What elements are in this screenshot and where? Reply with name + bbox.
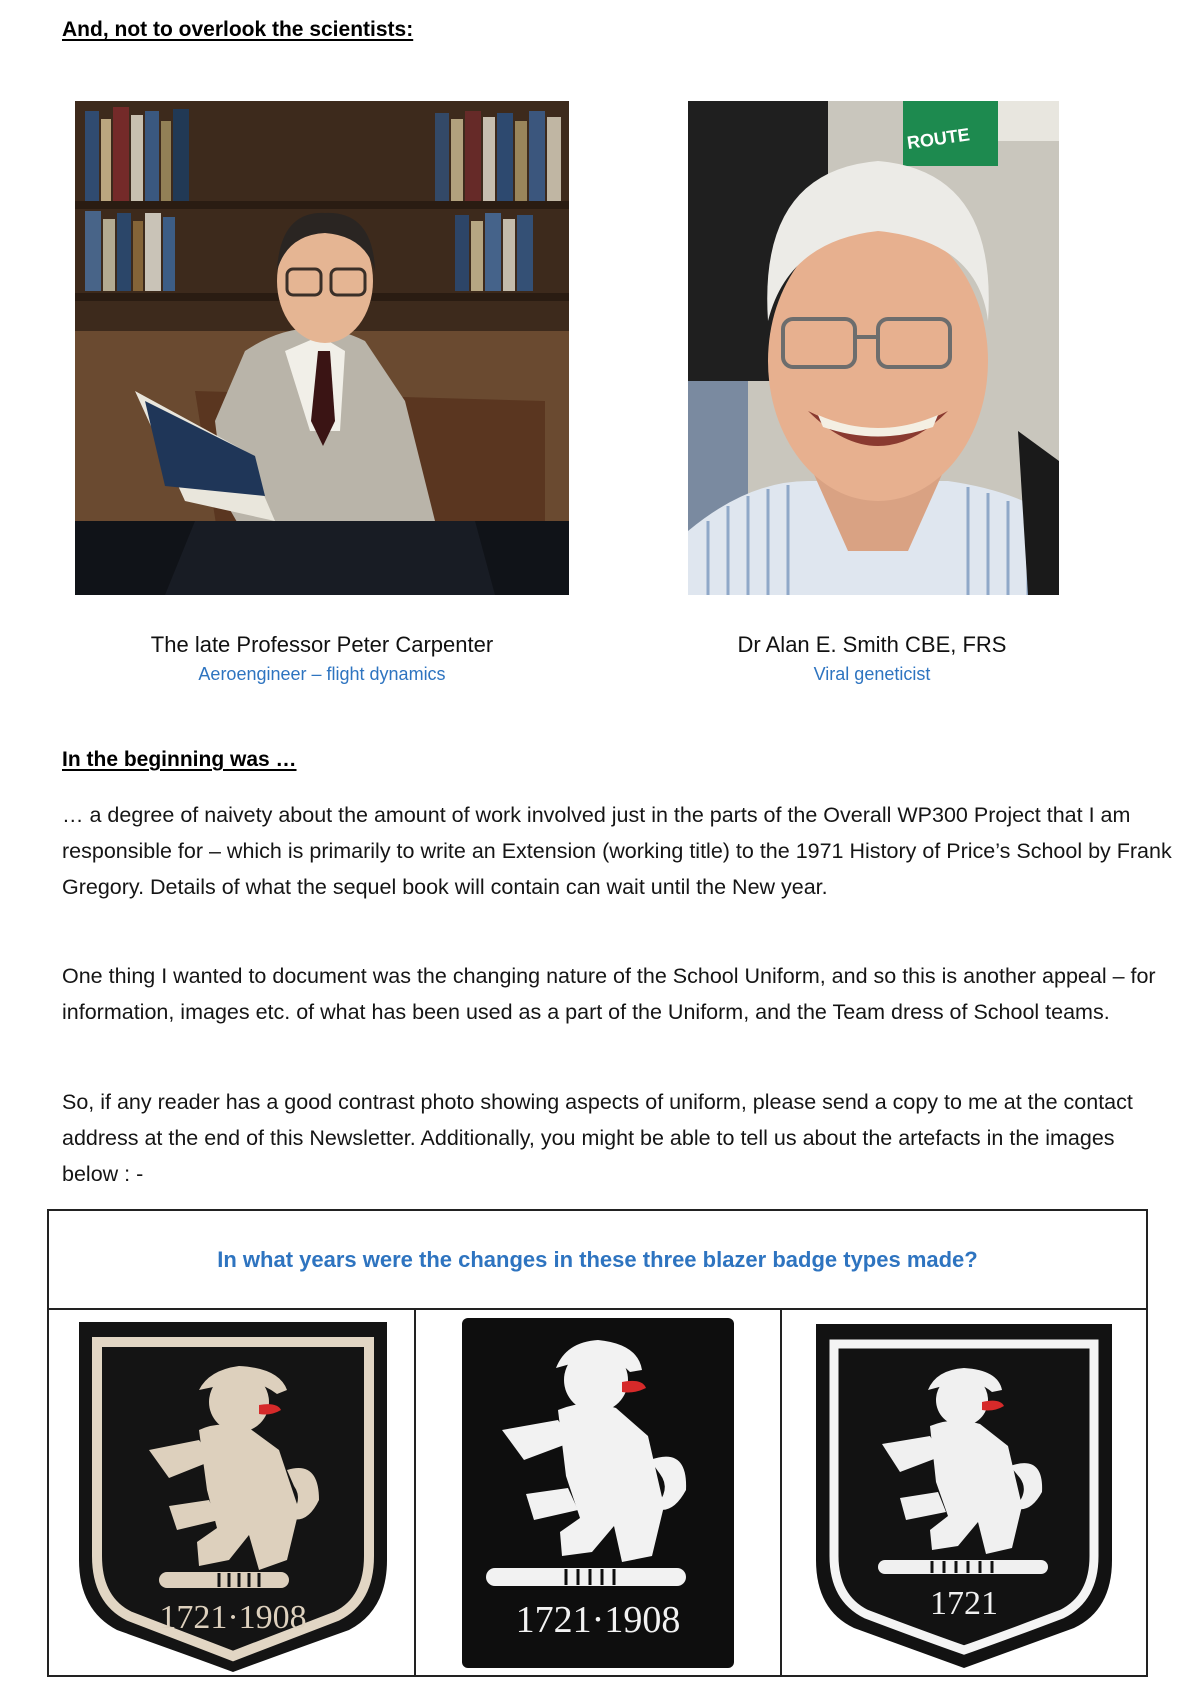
section-heading-beginning: In the beginning was … — [62, 748, 297, 771]
badge-3-dates: 1721 — [930, 1585, 998, 1622]
badge-cell-2 — [416, 1310, 782, 1677]
badge-cell-1 — [49, 1310, 416, 1677]
photo-alan-smith — [688, 101, 1059, 595]
blazer-badge-1 — [49, 1310, 414, 1677]
body-paragraph: One thing I wanted to document was the changing nature of the School Uniform, and so this is another appeal – for information, images etc. of what has been used as a part of the Uniform, and the Team dress of School teams. — [62, 964, 1156, 1024]
badge-cell-3 — [782, 1310, 1148, 1677]
caption-name: The late Professor Peter Carpenter — [150, 632, 494, 657]
blazer-badge-3 — [782, 1310, 1146, 1677]
body-paragraph: … a degree of naivety about the amount of work involved just in the parts of the Overall WP300 Project that I am responsible for – which is primarily to write an Extension (working title) to the 1971 History of Price’s School by Frank Gregory. Details of what the sequel book will contain can wait until the New year. — [62, 803, 1172, 899]
caption-alan-smith — [672, 632, 1072, 685]
badge-2-dates: 1721·1908 — [515, 1599, 681, 1641]
body-paragraph: So, if any reader has a good contrast photo showing aspects of uniform, please send a copy to me at the contact address at the end of this Newsletter. Additionally, you might be able to tell us about the artefacts in the images below : - — [62, 1090, 1133, 1186]
caption-peter-carpenter — [72, 632, 572, 685]
caption-role: Aeroengineer – flight dynamics — [198, 664, 446, 684]
badge-table — [47, 1209, 1148, 1677]
blazer-badge-2 — [416, 1310, 780, 1677]
photo-peter-carpenter — [75, 101, 569, 595]
caption-role: Viral geneticist — [813, 664, 931, 684]
badge-1-dates: 1721·1908 — [159, 1599, 307, 1636]
route-sign-text: ROUTE — [905, 124, 971, 153]
caption-name: Dr Alan E. Smith CBE, FRS — [737, 632, 1007, 657]
badge-question: In what years were the changes in these three blazer badge types made? — [217, 1246, 978, 1272]
badge-table-header — [49, 1211, 1146, 1310]
section-heading-scientists: And, not to overlook the scientists: — [62, 18, 414, 41]
